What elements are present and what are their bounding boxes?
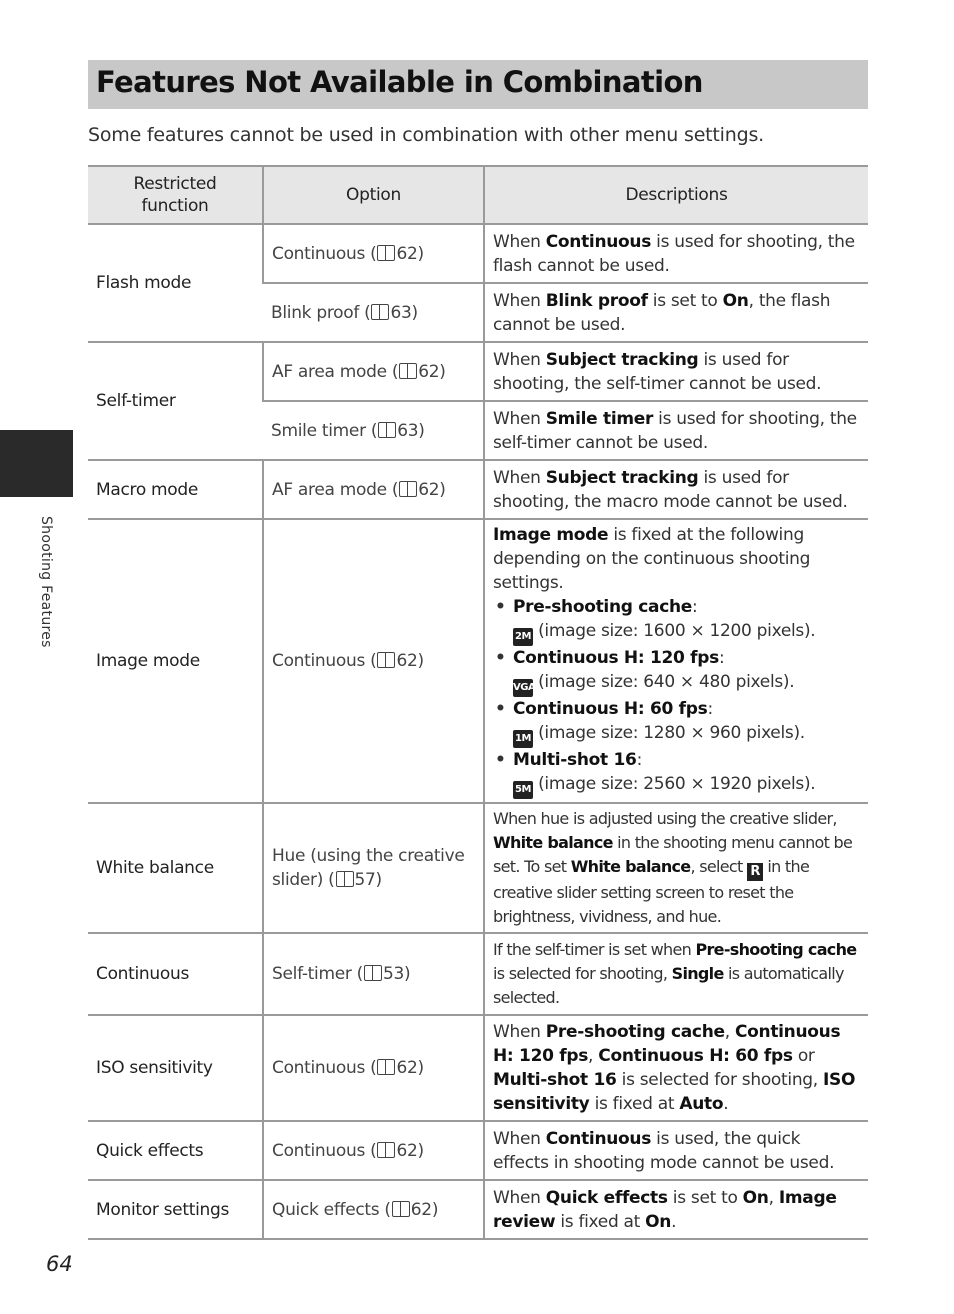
desc-text: is selected for shooting, (493, 964, 672, 983)
option-text: Self-timer ( (272, 964, 363, 984)
description-cell (484, 1180, 868, 1239)
description-cell (484, 342, 868, 401)
description-cell (484, 460, 868, 519)
image-size-vga-icon: VGA (513, 679, 533, 697)
page-ref-number: 62) (396, 1140, 424, 1161)
desc-bold: Continuous H: 120 fps (493, 1022, 841, 1066)
page-ref-icon (399, 363, 417, 379)
table-header-row (88, 166, 868, 224)
desc-text: , the flash cannot be used. (493, 290, 831, 335)
page-ref-icon (399, 481, 417, 497)
option-cell (263, 1121, 484, 1180)
page-ref-number: 63) (390, 302, 418, 323)
page-title: Features Not Available in Combination (96, 65, 703, 99)
desc-bold: White balance (570, 857, 691, 876)
desc-text: or (792, 1046, 815, 1066)
option-cell (263, 933, 484, 1015)
list-item: • Continuous H: 120 fps: VGA (image size: 640 × 480 pixels). (493, 646, 860, 697)
desc-bold: Blink proof (545, 290, 648, 311)
desc-text: When (493, 1022, 546, 1042)
table-row (88, 933, 868, 1015)
desc-text: When (493, 349, 546, 370)
option-text: AF area mode ( (272, 361, 399, 382)
chapter-tab (0, 430, 73, 497)
image-size-5m-icon: 5M (513, 781, 533, 799)
description-cell (484, 1121, 868, 1180)
function-cell: White balance (88, 803, 263, 933)
desc-bold: Continuous H: 60 fps (598, 1046, 793, 1066)
function-cell: Self-timer (88, 342, 263, 460)
desc-text: , (768, 1187, 779, 1208)
page-ref-number: 62) (418, 361, 446, 382)
image-size-1m-icon: 1M (513, 730, 533, 748)
desc-bold: Multi-shot 16 (493, 1070, 617, 1090)
desc-text: , (588, 1046, 599, 1066)
desc-text: When (493, 1187, 546, 1208)
function-cell: Image mode (88, 519, 263, 803)
desc-intro (493, 523, 860, 595)
desc-bold: On (742, 1187, 769, 1208)
page-ref-number: 62) (396, 651, 424, 671)
desc-bold: Pre-shooting cache (545, 1022, 725, 1042)
page-ref-icon (377, 1059, 395, 1075)
desc-text: is fixed at the following depending on the continuous shooting settings. (493, 525, 811, 593)
restrictions-table (88, 165, 868, 1240)
desc-text: in the shooting menu cannot be set. To set (493, 833, 853, 876)
table-row (88, 342, 868, 401)
desc-text: If the self-timer is set when (493, 940, 696, 959)
desc-text: . (671, 1211, 677, 1232)
desc-text: When (493, 290, 546, 311)
table-row (88, 1121, 868, 1180)
option-text: Hue (using the creative slider) ( (272, 846, 465, 890)
desc-bold: On (722, 290, 749, 311)
option-text: Continuous ( (272, 243, 377, 264)
image-size-text: (image size: 640 × 480 pixels). (533, 672, 795, 692)
setting-name: Multi-shot 16 (513, 750, 637, 770)
desc-text: is used for shooting, the self-timer cannot be used. (493, 349, 822, 394)
desc-text: , select (690, 857, 747, 876)
page-ref-icon (377, 245, 395, 261)
page-ref-number: 53) (383, 964, 411, 984)
desc-text: When (493, 231, 546, 252)
option-cell (263, 224, 484, 283)
page-ref-icon (371, 304, 389, 320)
desc-bold: Quick effects (545, 1187, 668, 1208)
desc-text: is set to (667, 1187, 743, 1208)
list-item: • Continuous H: 60 fps: 1M (image size: 1280 × 960 pixels). (493, 697, 860, 748)
description-cell (484, 401, 868, 460)
header-restricted-function: Restricted function (88, 166, 263, 224)
desc-bold: Continuous (545, 231, 652, 252)
setting-name: Continuous H: 60 fps (513, 699, 708, 719)
table-row (88, 1015, 868, 1121)
desc-bold: Smile timer (545, 408, 654, 429)
page-ref-icon (377, 1142, 395, 1158)
desc-bold: Pre-shooting cache (695, 940, 857, 959)
description-cell (484, 283, 868, 342)
table-row (88, 803, 868, 933)
desc-text: When (493, 1128, 546, 1149)
option-cell (263, 1180, 484, 1239)
list-item: • Multi-shot 16: 5M (image size: 2560 × 1920 pixels). (493, 748, 860, 799)
desc-text: When (493, 408, 546, 429)
desc-text: When (493, 467, 546, 488)
desc-bold: ISO sensitivity (493, 1070, 856, 1114)
desc-text: is used for shooting, the self-timer cannot be used. (493, 408, 857, 453)
function-cell: Quick effects (88, 1121, 263, 1180)
desc-bold: On (645, 1211, 672, 1232)
function-cell: Monitor settings (88, 1180, 263, 1239)
desc-text: is fixed at (589, 1094, 680, 1114)
page-ref-icon (364, 965, 382, 981)
table-row (88, 224, 868, 283)
page-ref-number: 63) (397, 420, 425, 441)
description-cell (484, 933, 868, 1015)
option-text: AF area mode ( (272, 479, 399, 500)
page-ref-number: 62) (396, 243, 424, 264)
desc-text: , (724, 1022, 735, 1042)
page-ref-number: 62) (396, 1058, 424, 1078)
setting-name: Continuous H: 120 fps (513, 648, 719, 668)
desc-text: is set to (647, 290, 723, 311)
option-text: Quick effects ( (272, 1199, 391, 1220)
option-text: Smile timer ( (271, 420, 378, 441)
page-ref-number: 62) (410, 1199, 439, 1220)
desc-bold: Subject tracking (545, 349, 699, 370)
page-ref-number: 57) (354, 870, 382, 890)
list-item: • Pre-shooting cache: 2M (image size: 1600 × 1200 pixels). (493, 595, 860, 646)
desc-text: When hue is adjusted using the creative slider, (493, 809, 837, 828)
reset-icon: R (747, 863, 763, 881)
page-ref-icon (392, 1201, 410, 1217)
desc-bold: White balance (493, 833, 613, 852)
image-size-text: (image size: 1600 × 1200 pixels). (533, 621, 816, 641)
desc-bold: Continuous (545, 1128, 652, 1149)
page-ref-number: 62) (418, 479, 446, 500)
option-cell (263, 401, 484, 460)
image-size-text: (image size: 1280 × 960 pixels). (533, 723, 805, 743)
page-ref-icon (336, 871, 354, 887)
title-bar (88, 60, 868, 109)
option-cell (263, 803, 484, 933)
intro-text: Some features cannot be used in combination with other menu settings. (88, 124, 764, 146)
image-size-2m-icon: 2M (513, 628, 533, 646)
desc-bold: Single (671, 964, 724, 983)
page-number: 64 (46, 1252, 73, 1276)
desc-text: is fixed at (555, 1211, 646, 1232)
desc-text: is used, the quick effects in shooting mode cannot be used. (493, 1128, 835, 1173)
function-cell: Macro mode (88, 460, 263, 519)
table-row (88, 519, 868, 803)
desc-bold: Subject tracking (545, 467, 699, 488)
image-size-list (493, 595, 860, 799)
option-text: Continuous ( (272, 1140, 377, 1161)
function-cell: ISO sensitivity (88, 1015, 263, 1121)
option-cell (263, 342, 484, 401)
description-cell (484, 519, 868, 803)
header-descriptions: Descriptions (484, 166, 868, 224)
description-cell (484, 224, 868, 283)
chapter-label: Shooting Features (38, 516, 54, 648)
desc-bold: Image mode (493, 525, 609, 545)
desc-text: is used for shooting, the flash cannot be used. (493, 231, 855, 276)
function-cell: Continuous (88, 933, 263, 1015)
description-cell (484, 803, 868, 933)
option-cell (263, 1015, 484, 1121)
desc-bold: Auto (679, 1094, 724, 1114)
header-option: Option (263, 166, 484, 224)
function-cell: Flash mode (88, 224, 263, 342)
option-cell (263, 460, 484, 519)
setting-name: Pre-shooting cache (513, 597, 693, 617)
desc-text: is used for shooting, the macro mode cannot be used. (493, 467, 848, 512)
table-row (88, 1180, 868, 1239)
option-text: Blink proof ( (271, 302, 371, 323)
desc-text: in the creative slider setting screen to reset the brightness, vividness, and hue. (493, 857, 810, 926)
desc-bold: Image review (493, 1187, 837, 1232)
desc-text: . (723, 1094, 729, 1114)
option-cell (263, 283, 484, 342)
option-text: Continuous ( (272, 1058, 377, 1078)
page-ref-icon (377, 652, 395, 668)
page-ref-icon (378, 422, 396, 438)
option-cell (263, 519, 484, 803)
description-cell (484, 1015, 868, 1121)
option-text: Continuous ( (272, 651, 377, 671)
image-size-text: (image size: 2560 × 1920 pixels). (533, 774, 816, 794)
desc-text: is automatically selected. (493, 964, 844, 1007)
table-row (88, 460, 868, 519)
desc-text: is selected for shooting, (616, 1070, 823, 1090)
